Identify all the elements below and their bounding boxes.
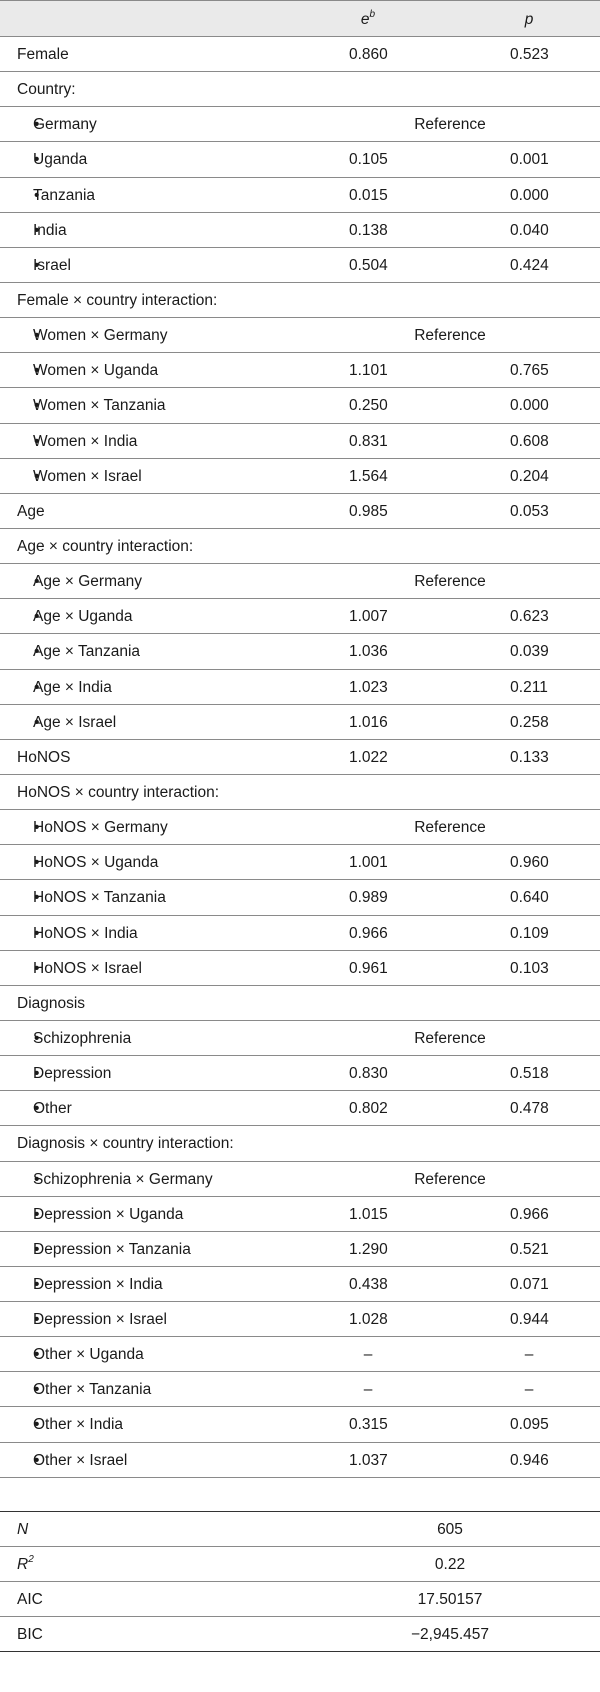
table-row	[0, 178, 600, 213]
table-row	[0, 740, 600, 775]
table-row	[0, 1407, 600, 1442]
table-row	[0, 1443, 600, 1478]
p-value-cell: –	[524, 1381, 534, 1399]
table-row	[0, 916, 600, 951]
stat-value: 605	[437, 1520, 463, 1538]
e-value-cell: 0.831	[349, 432, 388, 450]
row-label: • Women × Uganda	[17, 353, 158, 388]
e-value-cell: 1.564	[349, 467, 388, 485]
e-value-cell: 1.022	[349, 748, 388, 766]
e-value-cell: 0.961	[349, 959, 388, 977]
row-label: • HoNOS × Uganda	[17, 845, 158, 880]
p-value-cell: 0.095	[510, 1416, 549, 1434]
table-header	[0, 0, 600, 37]
table-row	[0, 634, 600, 669]
row-label: • Women × Israel	[17, 459, 142, 494]
header-e-sup: b	[369, 8, 376, 20]
reference-cell: Reference	[414, 1029, 486, 1047]
table-row	[0, 318, 600, 353]
table-row	[0, 37, 600, 72]
reference-cell: Reference	[414, 327, 486, 345]
p-value-cell: 0.521	[510, 1240, 549, 1258]
e-value-cell: –	[363, 1381, 373, 1399]
e-value-cell: 0.989	[349, 889, 388, 907]
p-value-cell: 0.518	[510, 1065, 549, 1083]
reference-cell: Reference	[414, 116, 486, 134]
table-row	[0, 880, 600, 915]
row-label: • Women × India	[17, 424, 137, 459]
table-row	[0, 494, 600, 529]
row-label: • Schizophrenia	[17, 1021, 131, 1056]
table-row	[0, 1056, 600, 1091]
p-value-cell: 0.000	[510, 397, 549, 415]
e-value-cell: 0.138	[349, 221, 388, 239]
e-value-cell: 1.028	[349, 1311, 388, 1329]
header-e	[349, 1, 387, 39]
p-value-cell: 0.204	[510, 467, 549, 485]
e-value-cell: 1.016	[349, 713, 388, 731]
row-label: • India	[17, 213, 67, 248]
p-value-cell: 0.039	[510, 643, 549, 661]
table-row	[0, 353, 600, 388]
p-value-cell: 0.765	[510, 362, 549, 380]
row-label: • Depression × Tanzania	[17, 1232, 191, 1267]
table-row	[0, 1197, 600, 1232]
stat-label	[17, 1617, 43, 1652]
reference-cell: Reference	[414, 1170, 486, 1188]
e-value-cell: 1.101	[349, 362, 388, 380]
row-label: • Other × India	[17, 1407, 123, 1442]
e-value-cell: 1.015	[349, 1205, 388, 1223]
table-row	[0, 705, 600, 740]
row-label: • Depression × Israel	[17, 1302, 167, 1337]
table-row	[0, 1232, 600, 1267]
p-value-cell: 0.001	[510, 151, 549, 169]
e-value-cell: 0.438	[349, 1275, 388, 1293]
stat-row	[0, 1512, 600, 1547]
table-row	[0, 951, 600, 986]
e-value-cell: 0.315	[349, 1416, 388, 1434]
reference-cell: Reference	[414, 819, 486, 837]
row-label: • Uganda	[17, 142, 87, 177]
e-value-cell: 0.830	[349, 1065, 388, 1083]
table-row	[0, 986, 600, 1021]
stat-label	[17, 1547, 34, 1582]
p-value-cell: 0.960	[510, 854, 549, 872]
p-value-cell: 0.608	[510, 432, 549, 450]
row-label: • Depression × Uganda	[17, 1197, 183, 1232]
row-label: Diagnosis × country interaction:	[17, 1135, 234, 1153]
stat-value: −2,945.457	[410, 1626, 489, 1644]
e-value-cell: –	[363, 1346, 373, 1364]
row-label: Country:	[17, 81, 76, 99]
stat-label-sup: 2	[28, 1553, 34, 1565]
stat-label-text: BIC	[17, 1626, 43, 1644]
table-row	[0, 670, 600, 705]
row-label: • HoNOS × Germany	[17, 810, 168, 845]
p-value-cell: 0.424	[510, 256, 549, 274]
header-p: p	[524, 11, 534, 28]
row-label: Age × country interaction:	[17, 537, 194, 555]
stat-label-text: R	[17, 1555, 29, 1573]
table-row	[0, 283, 600, 318]
table-row	[0, 1162, 600, 1197]
e-value-cell: 0.250	[349, 397, 388, 415]
table-row	[0, 564, 600, 599]
row-label: • Tanzania	[17, 178, 95, 213]
table-row	[0, 142, 600, 177]
row-label: • Age × India	[17, 670, 112, 705]
stat-label	[17, 1582, 43, 1617]
row-label: Age	[17, 502, 45, 520]
row-label: • Women × Germany	[17, 318, 168, 353]
e-value-cell: 1.023	[349, 678, 388, 696]
p-value-cell: 0.523	[510, 46, 549, 63]
row-label: HoNOS	[17, 748, 71, 766]
p-value-cell: 0.053	[510, 502, 549, 520]
row-label: • Age × Germany	[17, 564, 142, 599]
row-label: • Germany	[17, 107, 97, 142]
row-label: • Israel	[17, 248, 71, 283]
table-row	[0, 775, 600, 810]
p-value-cell: 0.623	[510, 608, 549, 626]
p-value-cell: 0.103	[510, 959, 549, 977]
row-label: • Schizophrenia × Germany	[17, 1162, 213, 1197]
e-value-cell: 1.007	[349, 608, 388, 626]
row-label: • Age × Uganda	[17, 599, 133, 634]
row-label: • HoNOS × India	[17, 916, 138, 951]
e-value-cell: 0.504	[349, 256, 388, 274]
row-label: • Women × Tanzania	[17, 388, 166, 423]
row-label: • Other × Tanzania	[17, 1372, 151, 1407]
p-value-cell: 0.478	[510, 1100, 549, 1118]
stat-label	[17, 1512, 28, 1547]
stat-label-text: N	[17, 1520, 29, 1538]
p-value-cell: 0.258	[510, 713, 549, 731]
e-value-cell: 1.036	[349, 643, 388, 661]
p-value-cell: –	[524, 1346, 534, 1364]
row-label: • Other × Uganda	[17, 1337, 144, 1372]
p-value-cell: 0.040	[510, 221, 549, 239]
table-row	[0, 599, 600, 634]
row-label: • HoNOS × Tanzania	[17, 880, 166, 915]
row-label: • Age × Israel	[17, 705, 116, 740]
table-row	[0, 1372, 600, 1407]
header-e-base: e	[360, 11, 370, 28]
e-value-cell: 0.015	[349, 186, 388, 204]
table-row	[0, 529, 600, 564]
table-spacer	[0, 1478, 600, 1512]
row-label: • Other	[17, 1091, 72, 1126]
reference-cell: Reference	[414, 573, 486, 591]
table-row	[0, 1337, 600, 1372]
e-value-cell: 0.802	[349, 1100, 388, 1118]
table-row	[0, 72, 600, 107]
row-label: • HoNOS × Israel	[17, 951, 142, 986]
table-body	[0, 37, 600, 1478]
stat-value: 0.22	[434, 1555, 466, 1573]
row-label: • Other × Israel	[17, 1443, 127, 1478]
stat-row	[0, 1547, 600, 1582]
stat-row	[0, 1582, 600, 1617]
table-row	[0, 1021, 600, 1056]
p-value-cell: 0.000	[510, 186, 549, 204]
row-label: Female	[17, 46, 69, 63]
row-label: Diagnosis	[17, 994, 86, 1012]
row-label: • Depression	[17, 1056, 111, 1091]
p-value-cell: 0.966	[510, 1205, 549, 1223]
table-stats	[0, 1512, 600, 1653]
table-row	[0, 1091, 600, 1126]
table-row	[0, 1267, 600, 1302]
e-value-cell: 0.860	[349, 46, 388, 63]
table-row	[0, 424, 600, 459]
stat-row	[0, 1617, 600, 1652]
p-value-cell: 0.109	[510, 924, 549, 942]
p-value-cell: 0.640	[510, 889, 549, 907]
table-row	[0, 845, 600, 880]
table-row	[0, 213, 600, 248]
row-label: Female × country interaction:	[17, 291, 218, 309]
e-value-cell: 1.290	[349, 1240, 388, 1258]
p-value-cell: 0.211	[510, 678, 548, 696]
p-value-cell: 0.944	[510, 1311, 549, 1329]
p-value-cell: 0.071	[510, 1275, 549, 1293]
table-row	[0, 810, 600, 845]
e-value-cell: 0.105	[349, 151, 388, 169]
table-row	[0, 388, 600, 423]
stat-value: 17.50157	[417, 1591, 483, 1609]
e-value-cell: 0.966	[349, 924, 388, 942]
table-row	[0, 1302, 600, 1337]
e-value-cell: 1.001	[349, 854, 388, 872]
p-value-cell: 0.946	[510, 1451, 549, 1469]
table-row	[0, 107, 600, 142]
e-value-cell: 1.037	[349, 1451, 388, 1469]
table-row	[0, 459, 600, 494]
table-row	[0, 248, 600, 283]
row-label: HoNOS × country interaction:	[17, 783, 220, 801]
e-value-cell: 0.985	[349, 502, 388, 520]
row-label: • Age × Tanzania	[17, 634, 140, 669]
stat-label-text: AIC	[17, 1591, 43, 1609]
row-label: • Depression × India	[17, 1267, 163, 1302]
p-value-cell: 0.133	[510, 748, 549, 766]
table-row	[0, 1126, 600, 1161]
